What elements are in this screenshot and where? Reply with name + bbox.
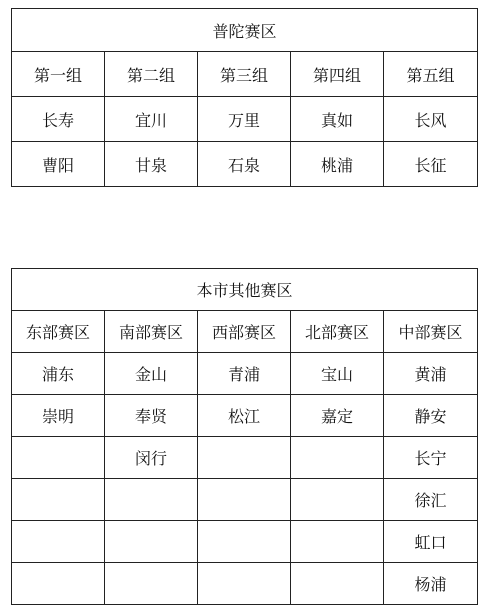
table-cell: 长风 [384, 97, 478, 142]
table-row [12, 142, 478, 187]
table-title: 本市其他赛区 [12, 269, 478, 311]
table-cell [198, 521, 291, 563]
table-title-row [12, 9, 478, 52]
table-cell [12, 437, 105, 479]
table-cell [105, 563, 198, 605]
table-cell: 闵行 [105, 437, 198, 479]
table-cell: 万里 [198, 97, 291, 142]
table-cell [291, 437, 384, 479]
table-cell: 长征 [384, 142, 478, 187]
table-row [12, 437, 478, 479]
table-cell: 杨浦 [384, 563, 478, 605]
table-cell: 徐汇 [384, 479, 478, 521]
table-cell [198, 563, 291, 605]
table-row [12, 97, 478, 142]
column-header: 第三组 [198, 52, 291, 97]
table-cell: 真如 [291, 97, 384, 142]
table-cell [12, 521, 105, 563]
table-row [12, 521, 478, 563]
table-row [12, 353, 478, 395]
table-header-row [12, 311, 478, 353]
table-cell: 宝山 [291, 353, 384, 395]
table-cell [291, 521, 384, 563]
putuo-division-table [11, 8, 478, 187]
column-header: 中部赛区 [384, 311, 478, 353]
table-cell: 松江 [198, 395, 291, 437]
column-header: 第二组 [105, 52, 198, 97]
table-cell [291, 479, 384, 521]
table-cell [105, 521, 198, 563]
column-header: 东部赛区 [12, 311, 105, 353]
table-title: 普陀赛区 [12, 9, 478, 52]
table-row [12, 395, 478, 437]
table-cell: 青浦 [198, 353, 291, 395]
table-header-row [12, 52, 478, 97]
city-other-divisions-table [11, 268, 478, 605]
table-cell: 奉贤 [105, 395, 198, 437]
column-header: 南部赛区 [105, 311, 198, 353]
table-cell: 甘泉 [105, 142, 198, 187]
column-header: 第五组 [384, 52, 478, 97]
table-cell: 宜川 [105, 97, 198, 142]
table-cell [291, 563, 384, 605]
table-cell: 虹口 [384, 521, 478, 563]
table-cell: 长寿 [12, 97, 105, 142]
table-title-row [12, 269, 478, 311]
table-cell [12, 563, 105, 605]
table-cell: 嘉定 [291, 395, 384, 437]
table-cell: 石泉 [198, 142, 291, 187]
table-cell: 金山 [105, 353, 198, 395]
table-cell: 长宁 [384, 437, 478, 479]
column-header: 第四组 [291, 52, 384, 97]
table-cell: 黄浦 [384, 353, 478, 395]
table-cell: 桃浦 [291, 142, 384, 187]
table-cell: 浦东 [12, 353, 105, 395]
column-header: 第一组 [12, 52, 105, 97]
table-cell [105, 479, 198, 521]
table-cell [198, 437, 291, 479]
table-row [12, 563, 478, 605]
table-cell: 静安 [384, 395, 478, 437]
table-row [12, 479, 478, 521]
table-cell [12, 479, 105, 521]
table-cell: 曹阳 [12, 142, 105, 187]
table-cell [198, 479, 291, 521]
column-header: 北部赛区 [291, 311, 384, 353]
table-cell: 崇明 [12, 395, 105, 437]
column-header: 西部赛区 [198, 311, 291, 353]
